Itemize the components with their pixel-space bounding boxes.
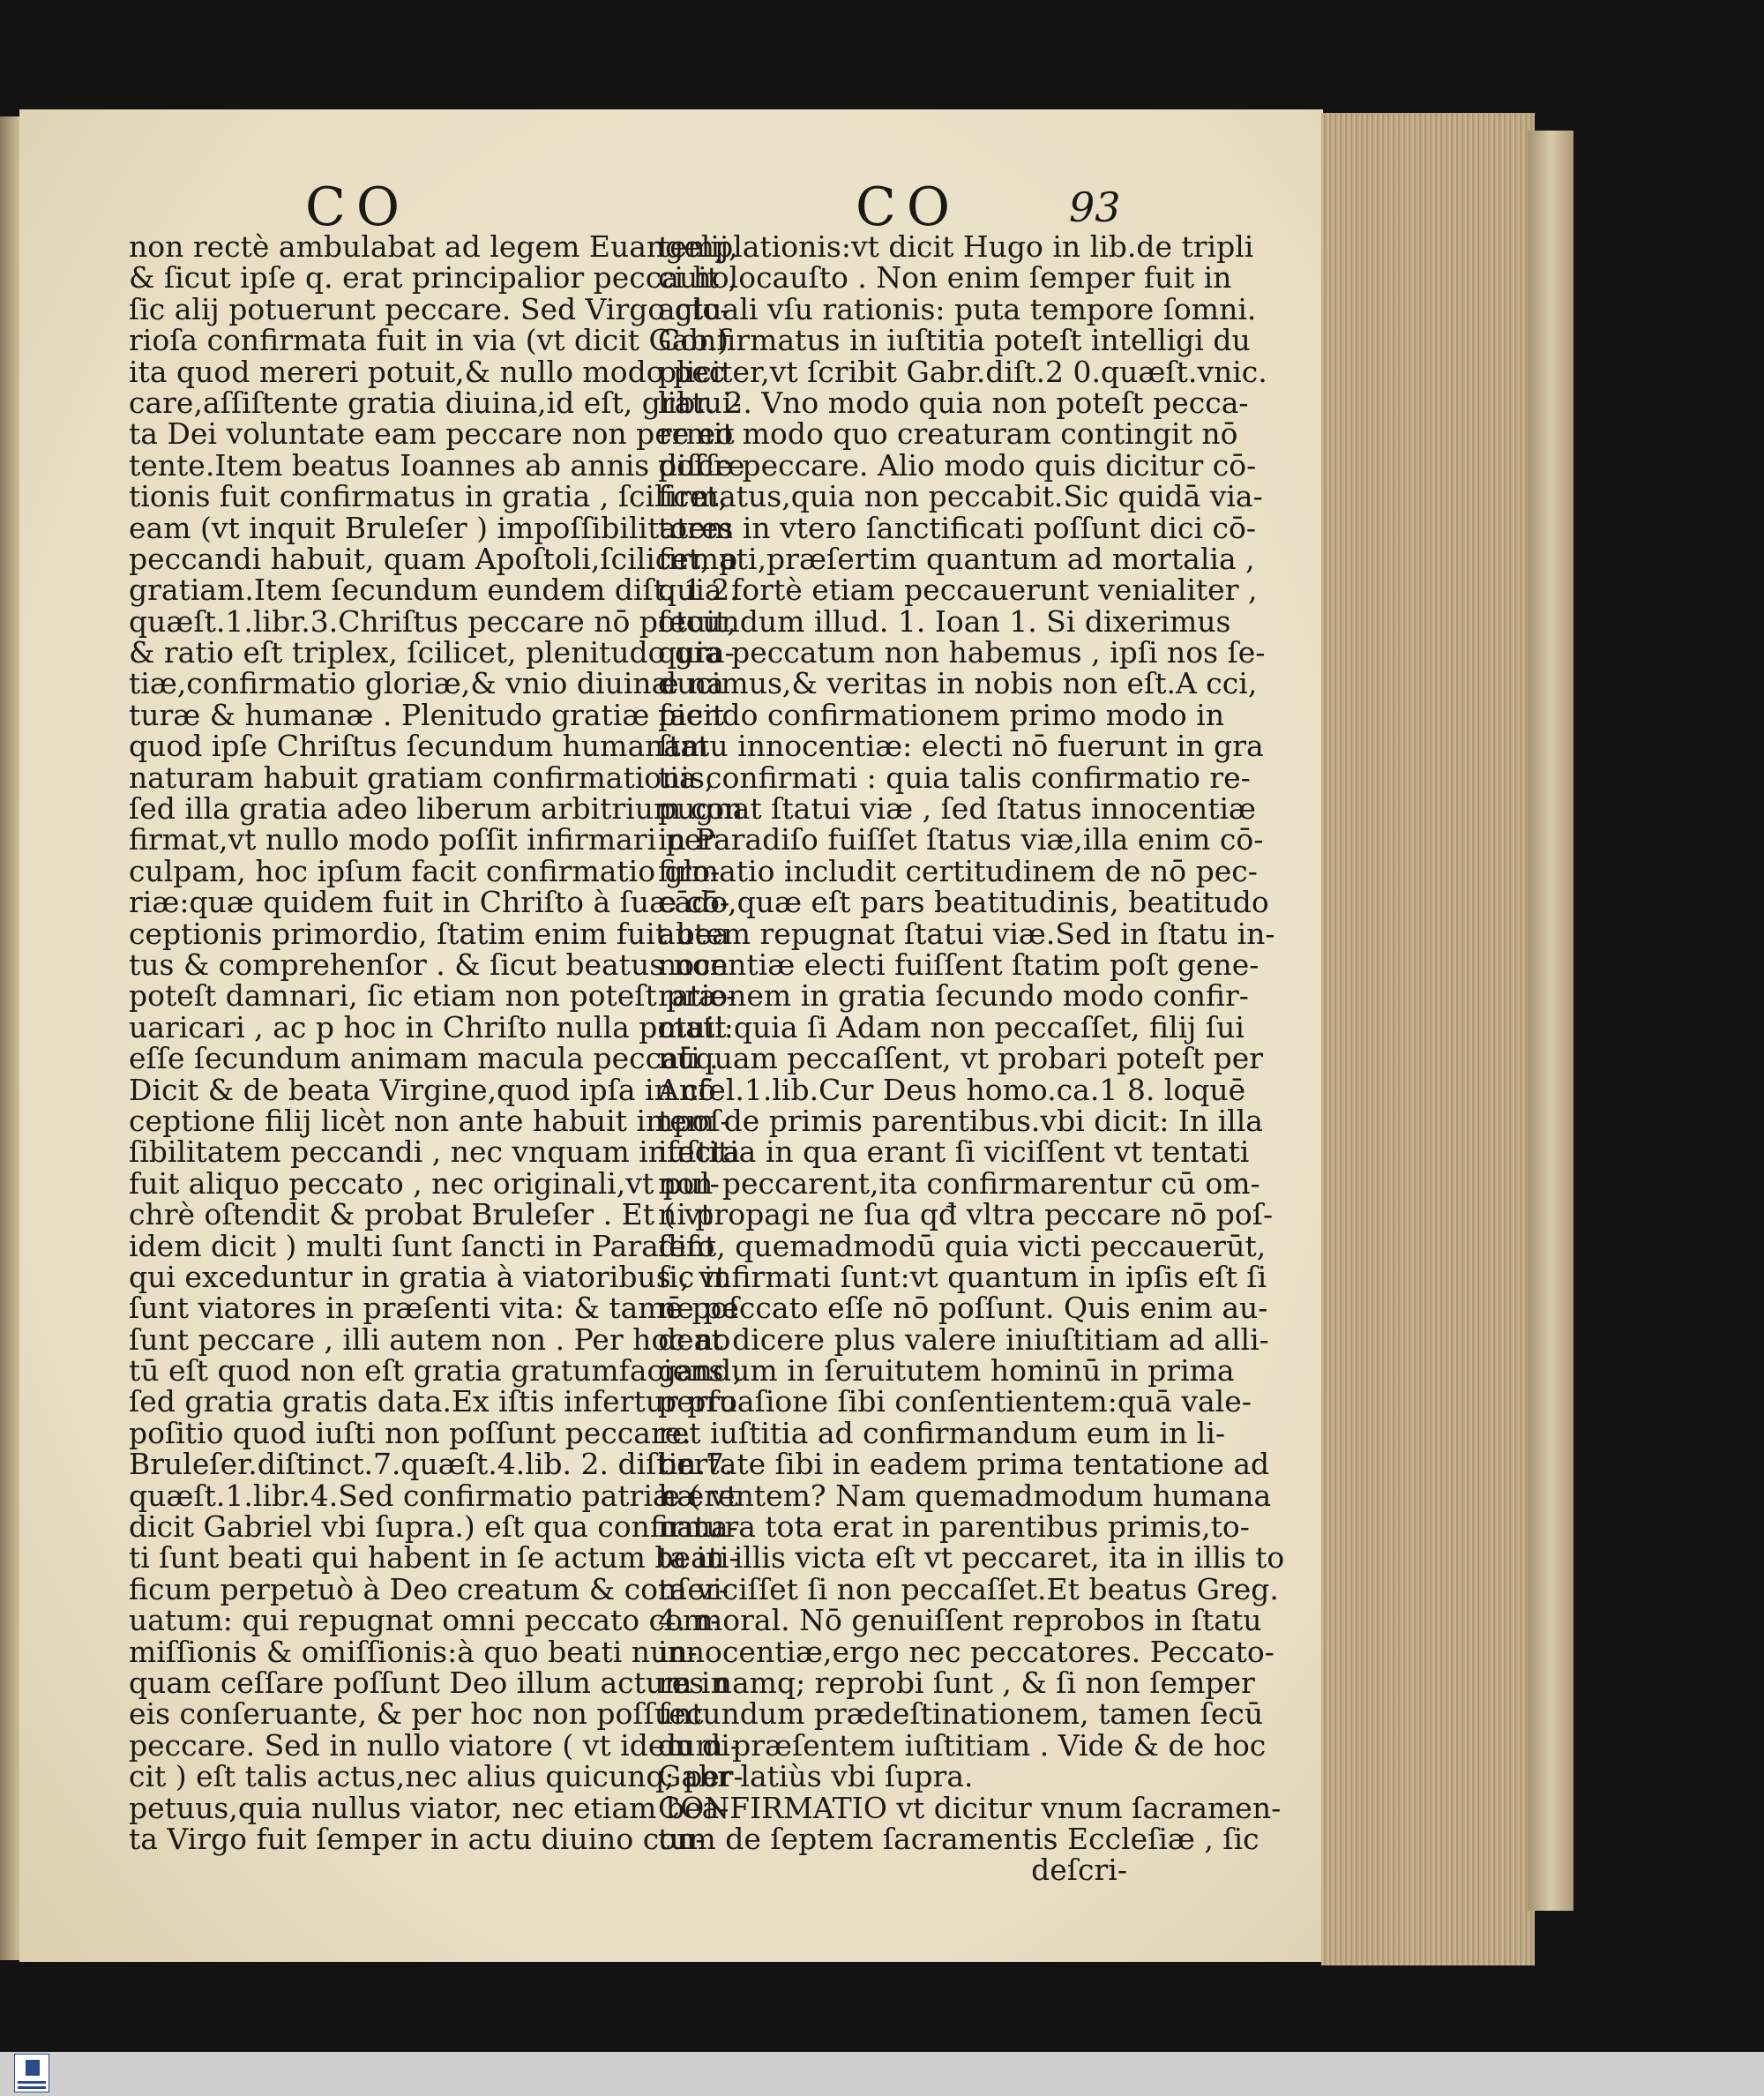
text-line: ceptionis primordio, ſtatim enim fuit bea — [129, 916, 729, 951]
book-fore-edge — [1321, 113, 1535, 1965]
text-line: firmatio includit certitudinem de nō pec- — [658, 853, 1258, 888]
text-line: ci holocauſto . Non enim ſemper fuit in — [658, 260, 1232, 296]
text-line: natura tota erat in parentibus primis,to- — [658, 1509, 1250, 1545]
text-line: cādo,quæ eſt pars beatitudinis, beatitudo — [658, 885, 1269, 920]
text-line: ſtatu innocentiæ: electi nō fuerunt in gra — [658, 729, 1264, 764]
text-line: quæſt.1.libr.4.Sed confirmatio patriæ ( vt — [129, 1478, 738, 1513]
text-line: ſent, quemadmodū quia victi peccauerūt, — [658, 1228, 1267, 1263]
text-line: eam (vt inquit Bruleſer ) impoſſibilitatem — [129, 510, 734, 545]
text-line: ta Dei voluntate eam peccare non permit — [129, 416, 735, 452]
text-line: miſſionis & omiſſionis:à quo beati nun- — [129, 1634, 698, 1669]
text-line: peccandi habuit, quam Apoſtoli,ſcilicet, p — [129, 541, 738, 576]
text-line: gratiam.Item ſecundum eundem diſt. 1 2. — [129, 573, 739, 608]
text-line: cit ) eſt talis actus,nec alius quicunq; per- — [129, 1759, 744, 1794]
text-line: tores in vtero ſanctificati poſſunt dici cō- — [658, 510, 1257, 545]
text-line: non peccarent,ita confirmarentur cū om- — [658, 1165, 1260, 1201]
text-line: quam ceſſare poſſunt Deo illum actum in — [129, 1665, 729, 1700]
text-line: ſic infirmati ſunt:vt quantum in ipſis eſt ſi — [658, 1259, 1267, 1294]
text-line: culpam, hoc ipſum facit confirmatio glo- — [129, 853, 721, 888]
text-line: deat dicere plus valere iniuſtitiam ad alli- — [658, 1321, 1269, 1357]
text-line: firmati,præſertim quantum ad mortalia , — [658, 541, 1255, 576]
text-line: ducimus,& veritas in nobis non eſt.A cci, — [658, 666, 1258, 701]
text-line: ſunt viatores in præſenti vita: & tamē poſ — [129, 1291, 739, 1326]
text-line: perſuaſione ſibi conſentientem:quā vale- — [658, 1384, 1252, 1419]
text-line: quia fortè etiam peccauerunt venialiter , — [658, 573, 1258, 608]
text-line: tū eſt quod non eſt gratia gratumfaciens , — [129, 1353, 743, 1389]
text-line: dum præſentem iuſtitiam . Vide & de hoc — [658, 1727, 1267, 1763]
text-line: quia peccatum non habemus , ipſi nos ſe- — [658, 635, 1266, 670]
text-line: tente.Item beatus Ioannes ab annis diſcre — [129, 447, 745, 483]
text-line: non rectè ambulabat ad legem Euangelij, — [129, 229, 738, 264]
text-line: ta viciſſet ſi non peccaſſet.Et beatus Greg. — [658, 1571, 1279, 1606]
text-line: uatum: qui repugnat omni peccato com- — [129, 1603, 721, 1638]
text-line: bertate ſibi in eadem prima tentatione ad — [658, 1447, 1270, 1482]
text-line: gandum in ſeruitutem hominū in prima — [658, 1353, 1235, 1389]
text-line: 4. moral. Nō genuiſſent reprobos in ſtatu — [658, 1603, 1262, 1638]
text-line: nūquam peccaſſent, vt probari poteſt per — [658, 1041, 1264, 1076]
text-line: riæ:quæ quidem fuit in Chriſto à ſuæ cō- — [129, 885, 730, 920]
text-line: ſecundum prædeſtinationem, tamen ſecū — [658, 1696, 1264, 1732]
text-line: qui exceduntur in gratia à viatoribus , vt — [129, 1259, 728, 1294]
text-line: templationis:vt dicit Hugo in lib.de tripli — [658, 229, 1254, 264]
text-line: ficum perpetuò à Deo creatum & conſer- — [129, 1571, 729, 1606]
text-line: ſed illa gratia adeo liberum arbitrium con — [129, 791, 744, 827]
text-line: Bruleſer.diſtinct.7.quæſt.4.lib. 2. diſtin.7. — [129, 1447, 734, 1482]
text-line: uaricari , ac p hoc in Chriſto nulla potuit — [129, 1009, 727, 1044]
text-line: innocentiæ,ergo nec peccatores. Peccato- — [658, 1634, 1274, 1669]
text-line: idem dicit ) multi ſunt ſancti in Paradiſo — [129, 1228, 715, 1263]
text-line: naturam habuit gratiam confirmationis, — [129, 760, 714, 795]
text-line: ta in illis victa eſt vt peccaret, ita in illis to — [658, 1540, 1285, 1576]
text-line: firmat,vt nullo modo poſſit infirmari per — [129, 822, 716, 857]
text-line: ti ſunt beati qui habent in ſe actum beati- — [129, 1540, 739, 1576]
text-line: ſecundum illud. 1. Ioan 1. Si dixerimus — [658, 603, 1231, 639]
text-line: poſſe peccare. Alio modo quis dicitur cō- — [658, 447, 1257, 483]
text-line: firmatus,quia non peccabit.Sic quidā via- — [658, 479, 1263, 514]
text-line: actuali vſu rationis: puta tempore ſomni. — [658, 291, 1257, 326]
text-line: Anſel.1.lib.Cur Deus homo.ca.1 8. loquē — [658, 1072, 1246, 1107]
text-line: ſibilitatem peccandi , nec vnquam infecta — [129, 1134, 741, 1170]
text-line: ſed gratia gratis data.Ex iſtis infertur pro — [129, 1384, 738, 1419]
text-line: poſitio quod iuſti non poſſunt peccare. — [129, 1415, 691, 1450]
text-line: tem de primis parentibus.vbi dicit: In illa — [658, 1103, 1263, 1138]
right-text-column — [658, 229, 1285, 1888]
left-running-head: CO — [305, 176, 411, 238]
text-line: CONFIRMATIO vt dicitur vnum ſacramen- — [658, 1790, 1282, 1825]
text-line: quod ipſe Chriſtus ſecundum humanam — [129, 729, 709, 764]
left-page-edge — [0, 116, 19, 1960]
text-line: rioſa confirmata fuit in via (vt dicit Gab.) — [129, 323, 729, 358]
library-logo-icon — [14, 2054, 49, 2092]
viewer-footer-bar — [0, 2052, 1764, 2096]
text-line: tus & comprehenſor . & ſicut beatus non — [129, 947, 729, 982]
text-line: peccare. Sed in nullo viatore ( vt idem di- — [129, 1727, 740, 1763]
catchword: deſcri- — [1031, 1853, 1127, 1888]
book-cover-edge — [1528, 131, 1573, 1911]
text-line: Confirmatus in iuſtitia poteſt intelligi du — [658, 323, 1251, 358]
text-line: & ratio eſt triplex, ſcilicet, plenitudo gra- — [129, 635, 735, 670]
text-line: tia confirmati : quia talis confirmatio re- — [658, 760, 1251, 795]
text-line: eſſe ſecundum animam macula peccati . — [129, 1041, 719, 1076]
text-line: ſunt peccare , illi autem non . Per hoc no — [129, 1321, 731, 1357]
text-line: Dicit & de beata Virgine,quod ipſa in cō — [129, 1072, 716, 1107]
text-line: hærentem? Nam quemadmodum humana — [658, 1478, 1272, 1513]
text-line: piendo confirmationem primo modo in — [658, 697, 1225, 732]
text-line: eis conſeruante, & per hoc non poſſunt — [129, 1696, 704, 1732]
text-line: ita quod mereri potuit,& nullo modo pec — [129, 354, 726, 389]
text-line: nocentiæ electi fuiſſent ſtatim poſt gene- — [658, 947, 1259, 982]
left-text-column — [129, 229, 745, 1856]
text-line: mati:quia ſi Adam non peccaſſet, filij ſui — [658, 1009, 1245, 1044]
text-line: ni propagi ne ſua qđ vltra peccare nō poſ- — [658, 1197, 1274, 1232]
text-line: tiæ,confirmatio gloriæ,& vnio diuinæ na — [129, 666, 725, 701]
text-line: re eo modo quo creaturam contingit nō — [658, 416, 1238, 452]
text-line: care,aſſiſtente gratia diuina,id eſt, gratui- — [129, 385, 742, 420]
text-line: tionis fuit confirmatus in gratia , ſcilicet, — [129, 479, 728, 514]
text-line: autem repugnat ſtatui viæ.Sed in ſtatu in- — [658, 916, 1275, 951]
text-line: petuus,quia nullus viator, nec etiam bea- — [129, 1790, 729, 1825]
text-line: pliciter,vt ſcribit Gabr.diſt.2 0.quæſt.vnic. — [658, 354, 1267, 389]
right-running-head: CO — [856, 176, 961, 238]
text-line: libr. 2. Vno modo quia non poteſt pecca- — [658, 385, 1249, 420]
text-line: poteſt damnari, ſic etiam non poteſt præ- — [129, 978, 736, 1014]
text-line: Gabr latiùs vbi ſupra. — [658, 1759, 974, 1794]
text-line: iuſtitia in qua erant ſi viciſſent vt tentati — [658, 1134, 1250, 1170]
text-line: res namq; reprobi ſunt , & ſi non ſemper — [658, 1665, 1255, 1700]
text-line: rationem in gratia ſecundo modo confir- — [658, 978, 1249, 1014]
text-line: & ſicut ipſe q. erat principalior peccauit , — [129, 260, 737, 296]
text-line: dicit Gabriel vbi ſupra.) eſt qua confirma- — [129, 1509, 738, 1545]
text-line: turæ & humanæ . Plenitudo gratiæ facit — [129, 697, 725, 732]
text-line: tum de ſeptem ſacramentis Eccleſiæ , ſic — [658, 1821, 1259, 1856]
text-line: ſic alij potuerunt peccare. Sed Virgo glo- — [129, 291, 730, 326]
text-line: ret iuſtitia ad confirmandum eum in li- — [658, 1415, 1226, 1450]
text-line: fuit aliquo peccato , nec originali,vt pul- — [129, 1165, 720, 1201]
text-line: ne peccato eſſe nō poſſunt. Quis enim au- — [658, 1291, 1268, 1326]
page-number: 93 — [1069, 183, 1121, 231]
text-line: chrè oſtendit & probat Bruleſer . Et ( vt — [129, 1197, 713, 1232]
text-line: ta Virgo fuit ſemper in actu diuino con- — [129, 1821, 706, 1856]
text-line: quæſt.1.libr.3.Chriſtus peccare nō potuit, — [129, 603, 736, 639]
text-line: ceptione filij licèt non ante habuit impoſ- — [129, 1103, 730, 1138]
text-line: pugnat ſtatui viæ , ſed ſtatus innocentiæ — [658, 791, 1257, 827]
text-line: in Paradiſo fuiſſet ſtatus viæ,illa enim cō- — [658, 822, 1264, 857]
